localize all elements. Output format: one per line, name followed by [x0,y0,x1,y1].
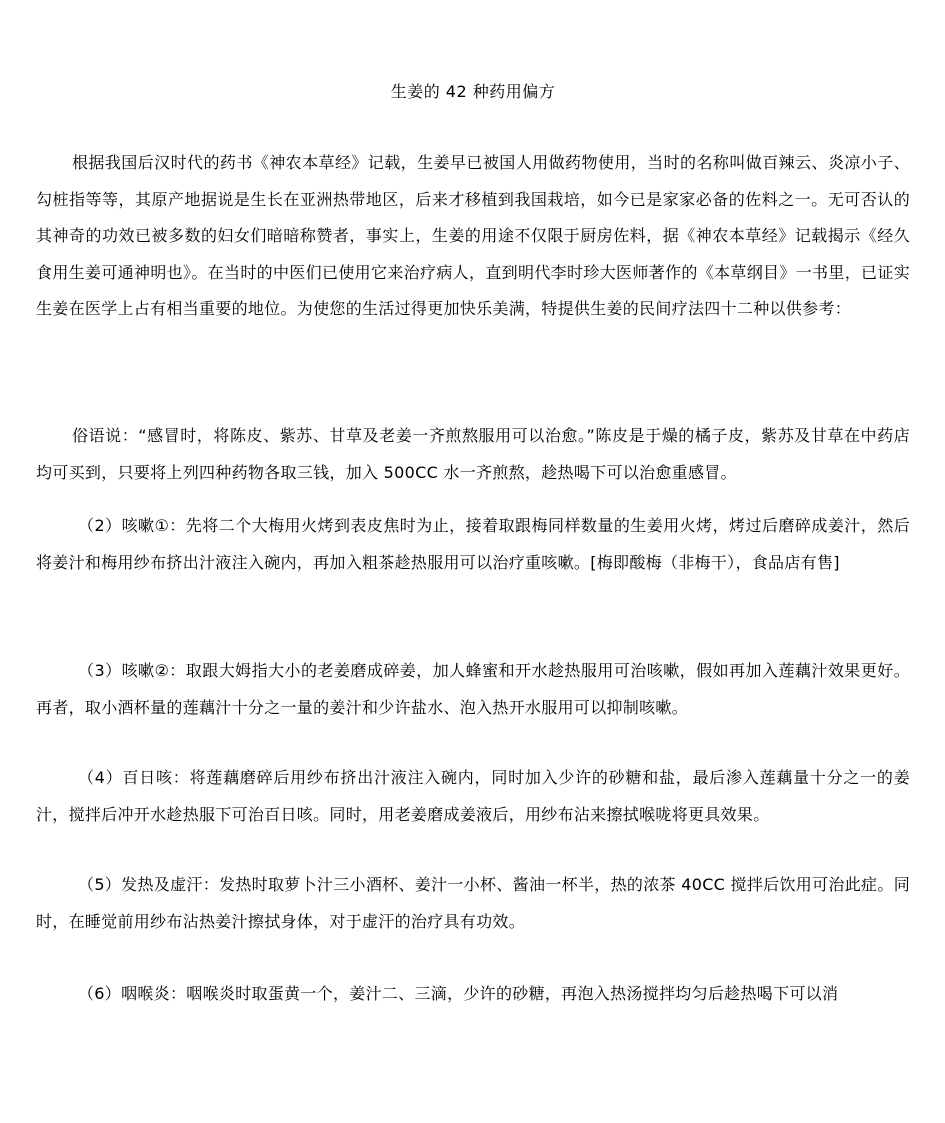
paragraph-remedy-4: （4）百日咳：将莲藕磨碎后用纱布挤出汁液注入碗内，同时加入少许的砂糖和盐，最后渗入莲藕量十分之一的姜汁，搅拌后冲开水趁热服下可治百日咳。同时，用老姜磨成姜液后，用纱布沾来擦拭喉咙将更具效果。 [36,768,910,824]
paragraph-remedy-6: （6）咽喉炎：咽喉炎时取蛋黄一个，姜汁二、三滴，少许的砂糖，再泡入热汤搅拌均匀后趁热喝下可以消 [78,984,839,1003]
paragraph-remedy-1: 俗语说：“感冒时，将陈皮、紫苏、甘草及老姜一齐煎熬服用可以治愈。”陈皮是于燥的橘子皮，紫苏及甘草在中药店均可买到，只要将上列四种药物各取三钱，加入 500CC 水一齐煎熬，趁热喝下可以治愈重感冒。 [36,426,910,482]
paragraph-remedy-2: （2）咳嗽①：先将二个大梅用火烤到表皮焦时为止，接着取跟梅同样数量的生姜用火烤，烤过后磨碎成姜汁，然后将姜汁和梅用纱布挤出汁液注入碗内，再加入粗茶趁热服用可以治疗重咳嗽。[梅即酸梅（非梅干），食品店有售] [36,516,910,572]
paragraph-remedy-3: （3）咳嗽②：取跟大姆指大小的老姜磨成碎姜，加人蜂蜜和开水趁热服用可治咳嗽，假如再加入莲藕汁效果更好。再者，取小酒杯量的莲藕汁十分之一量的姜汁和少许盐水、泡入热开水服用可以抑制咳嗽。 [36,661,910,717]
paragraph-intro: 根据我国后汉时代的药书《神农本草经》记载，生姜早已被国人用做药物使用，当时的名称叫做百辣云、炎凉小子、勾桩指等等，其原产地据说是生长在亚洲热带地区，后来才移植到我国栽培，如今已是家家必备的佐料之一。无可否认的其神奇的功效已被多数的妇女们暗暗称赞者，事实上，生姜的用途不仅限于厨房佐料，据《神农本草经》记载揭示《经久食用生姜可通神明也》。在当时的中医们已使用它来治疗病人，直到明代李时珍大医师著作的《本草纲目》一书里，已证实生姜在医学上占有相当重要的地位。为使您的生活过得更加快乐美满，特提供生姜的民间疗法四十二种以供参考： [36,153,910,318]
document-title: 生姜的 42 种药用偏方 [390,82,556,101]
paragraph-remedy-5: （5）发热及虚汗：发热时取萝卜汁三小酒杯、姜汁一小杯、酱油一杯半，热的浓茶 40CC 搅拌后饮用可治此症。同时，在睡觉前用纱布沾热姜汁擦拭身体，对于虚汗的治疗具有功效。 [36,875,910,931]
